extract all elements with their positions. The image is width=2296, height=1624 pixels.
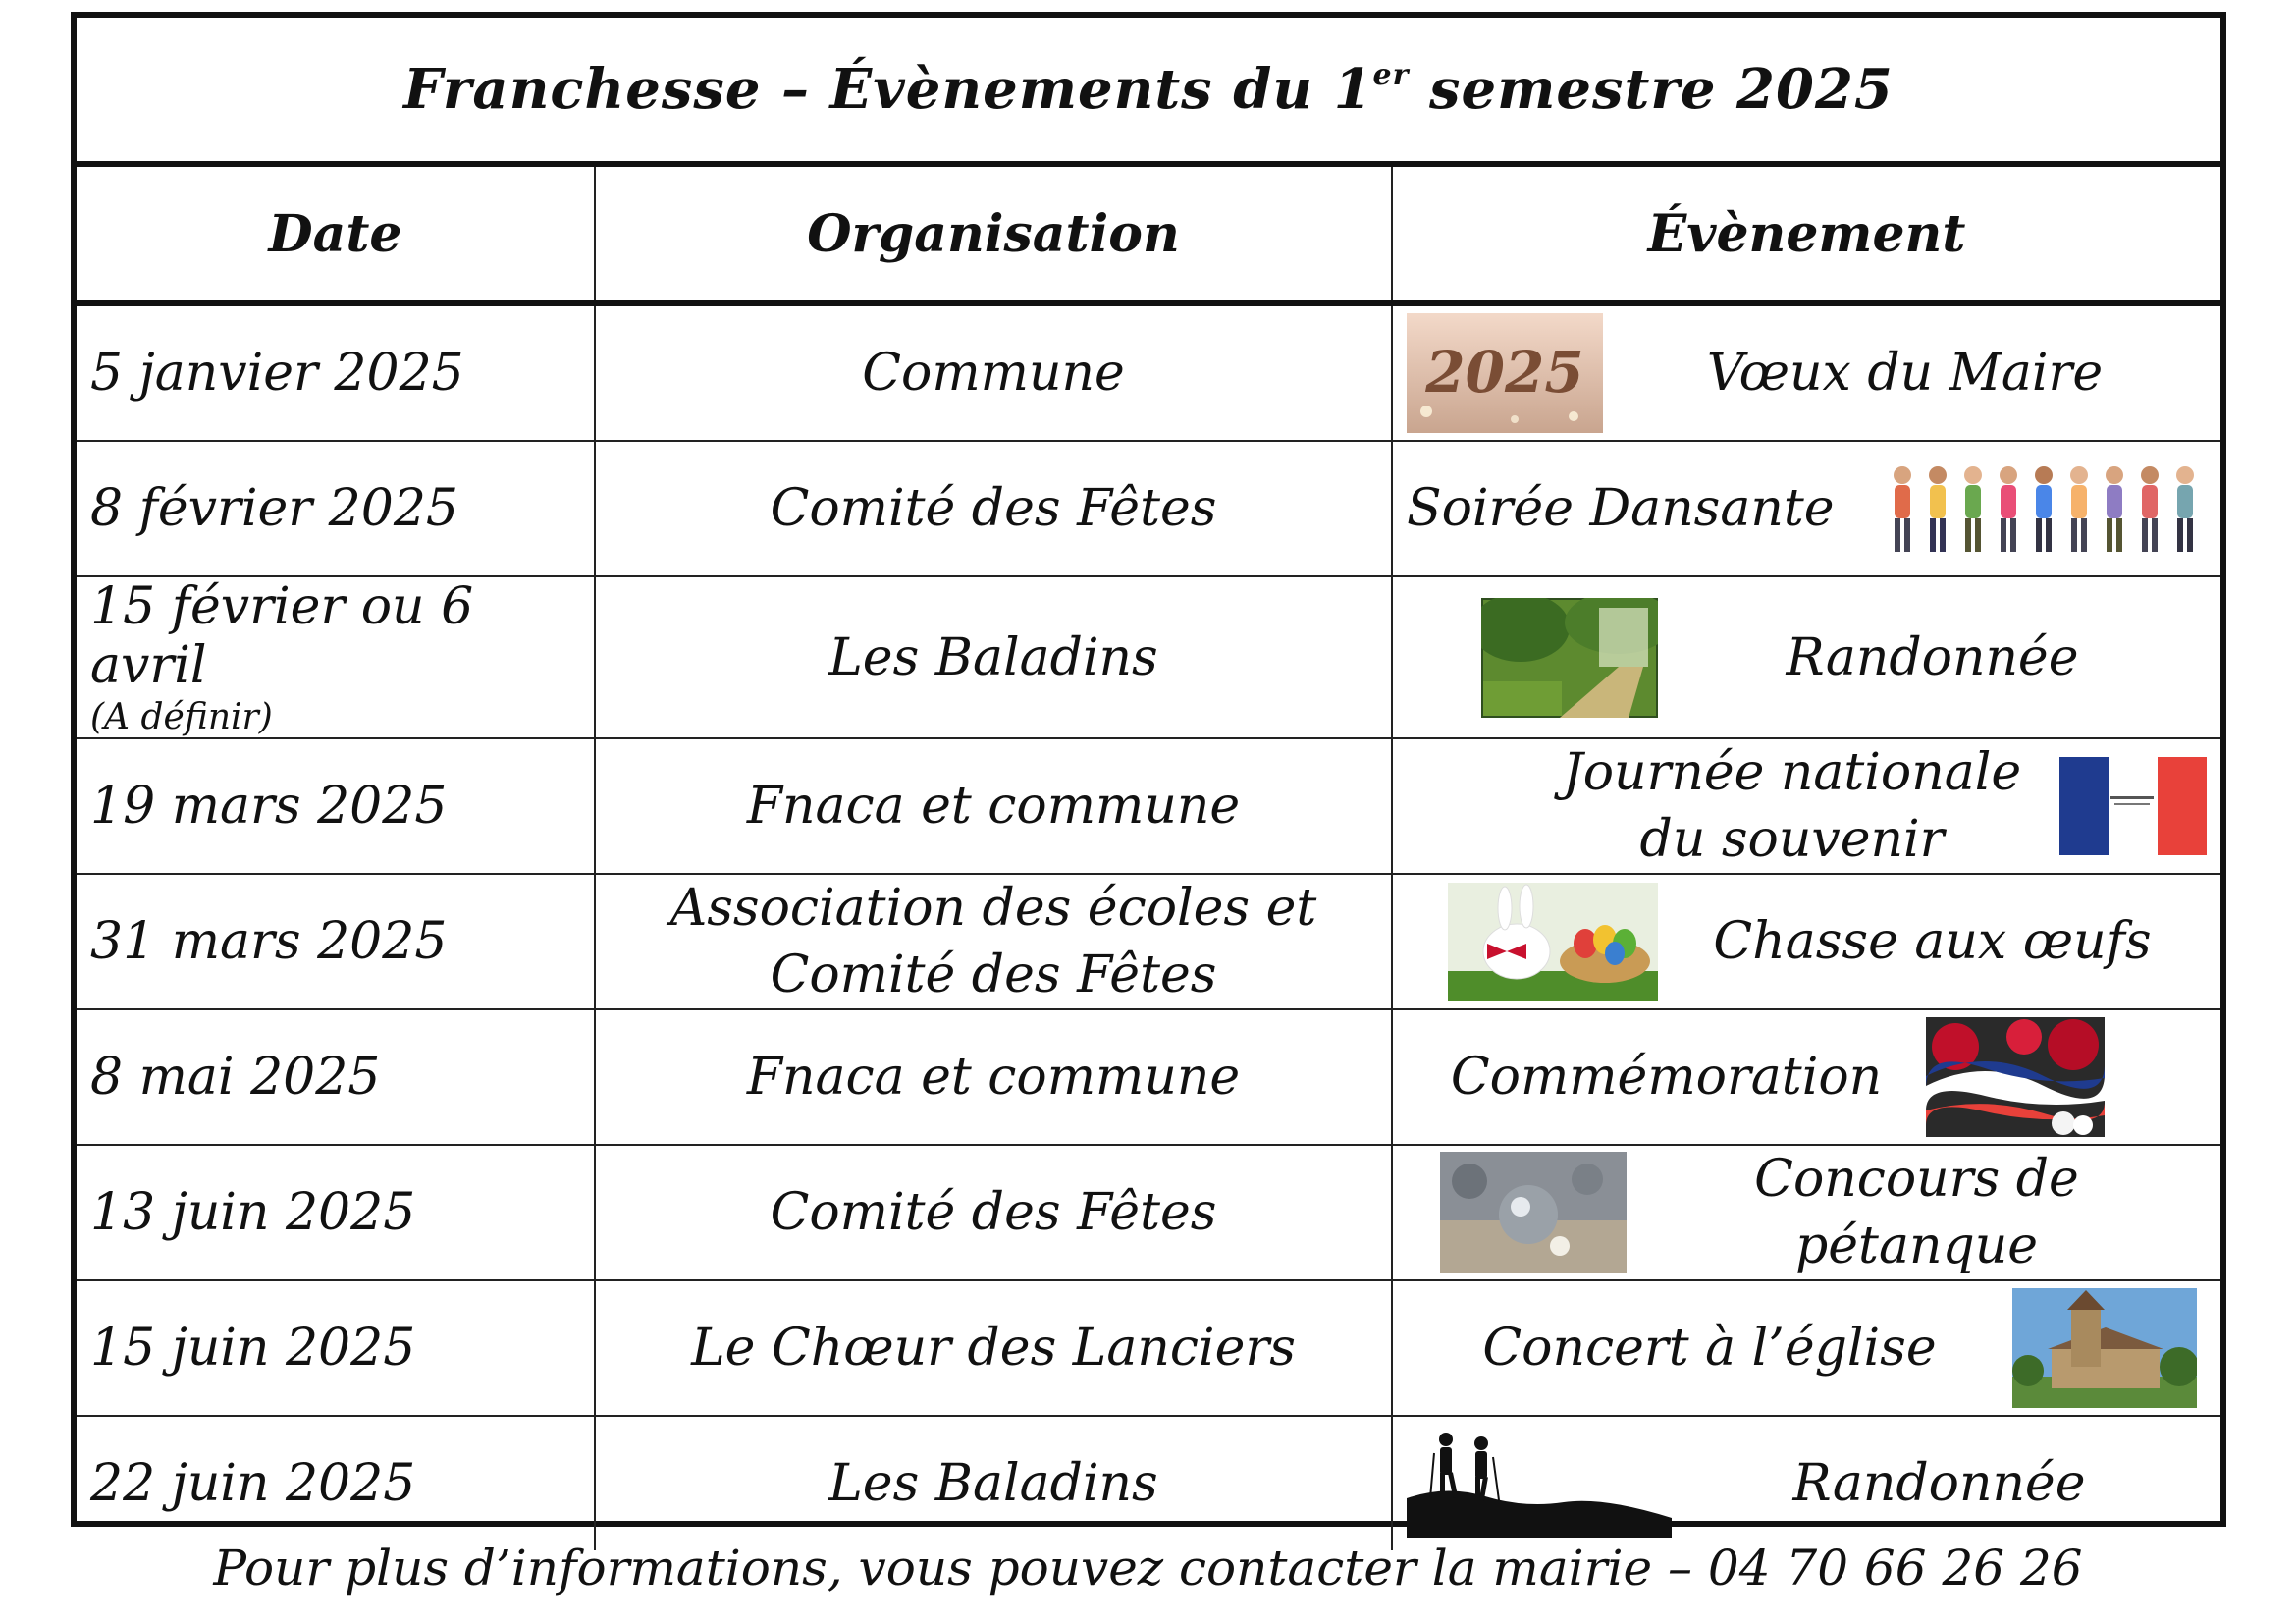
organisation-cell (595, 874, 1392, 1009)
date-cell (77, 1416, 595, 1550)
events-table (77, 167, 2220, 1550)
date-cell (77, 1145, 595, 1280)
date-cell (77, 874, 595, 1009)
header-event: Évènement (1392, 167, 2220, 303)
organisation-cell (595, 738, 1392, 874)
table-row (77, 1145, 2220, 1280)
date-cell (77, 1009, 595, 1145)
date-cell (77, 738, 595, 874)
organisation-cell (595, 303, 1392, 441)
organisation-cell (595, 576, 1392, 738)
event-cell (1392, 1280, 2220, 1416)
event-label: Randonnée (1786, 627, 2079, 687)
header-organisation: Organisation (595, 167, 1392, 303)
organisation-text: Comité des Fêtes (770, 479, 1217, 538)
event-label: Vœux du Maire (1706, 344, 2104, 403)
table-row (77, 1280, 2220, 1416)
title-text: Franchesse – Évènements du 1er semestre 2025 (403, 57, 1894, 122)
organisation-text: Association des écoles et (669, 879, 1317, 938)
date-text: 5 janvier 2025 (90, 344, 464, 403)
organisation-text: Fnaca et commune (746, 777, 1241, 836)
footer-contact: Pour plus d’informations, vous pouvez contacter la mairie – 04 70 66 26 26 (213, 1540, 2083, 1597)
organisation-text: Le Chœur des Lanciers (691, 1319, 1296, 1378)
church-image (2012, 1288, 2197, 1408)
event-cell (1392, 1009, 2220, 1145)
event-cell (1392, 1145, 2220, 1280)
organisation-text: Comité des Fêtes (770, 1183, 1217, 1242)
dancers-image (1883, 461, 2207, 556)
organisation-cell (595, 1009, 1392, 1145)
date-text: 22 juin 2025 (90, 1454, 416, 1513)
svg-text:2025: 2025 (1425, 339, 1584, 406)
event-label: Chasse aux œufs (1713, 912, 2152, 971)
event-cell (1392, 441, 2220, 576)
organisation-cell (595, 1416, 1392, 1550)
table-row (77, 1009, 2220, 1145)
date-text: 8 mai 2025 (90, 1048, 381, 1107)
event-cell (1392, 303, 2220, 441)
organisation-text: Comité des Fêtes (770, 946, 1217, 1004)
organisation-text: Commune (862, 344, 1125, 403)
event-label: Commémoration (1450, 1048, 1883, 1107)
organisation-text: Les Baladins (828, 1454, 1158, 1513)
event-label: Randonnée (1792, 1454, 2086, 1513)
organisation-cell (595, 441, 1392, 576)
table-row (77, 874, 2220, 1009)
event-cell (1392, 874, 2220, 1009)
organisation-text: Les Baladins (828, 627, 1158, 687)
organisation-cell (595, 1280, 1392, 1416)
event-label: Concert à l’église (1482, 1319, 1937, 1378)
date-text: 8 février 2025 (90, 479, 458, 538)
event-label: Concours de pétanque (1754, 1150, 2079, 1275)
organisation-cell (595, 1145, 1392, 1280)
table-row (77, 303, 2220, 441)
2025-sparkle-image (1407, 313, 1603, 433)
organisation-text: Fnaca et commune (746, 1048, 1241, 1107)
table-row (77, 738, 2220, 874)
table-row (77, 576, 2220, 738)
tricolor-flowers-image (1926, 1017, 2105, 1137)
date-cell (77, 441, 595, 576)
table-row (77, 441, 2220, 576)
header-date: Date (77, 167, 595, 303)
page-title (77, 18, 2220, 167)
event-cell (1392, 576, 2220, 738)
event-label: Journée nationale du souvenir (1562, 743, 2022, 869)
date-text: 13 juin 2025 (90, 1183, 416, 1242)
date-text: 19 mars 2025 (90, 777, 448, 836)
date-text: 15 février ou 6 avril (90, 577, 474, 695)
date-note: (A définir) (90, 697, 273, 737)
petanque-balls-image (1440, 1152, 1627, 1273)
date-text: 31 mars 2025 (90, 912, 448, 971)
date-cell (77, 1280, 595, 1416)
french-flag-image (2059, 757, 2207, 855)
event-label: Soirée Dansante (1407, 479, 1835, 538)
date-cell (77, 303, 595, 441)
table-row (77, 1416, 2220, 1550)
table-header-row (77, 167, 2220, 303)
event-cell (1392, 1416, 2220, 1550)
hikers-silhouette-image (1407, 1430, 1672, 1538)
date-cell (77, 576, 595, 738)
events-table-frame (71, 12, 2226, 1527)
date-text: 15 juin 2025 (90, 1319, 416, 1378)
event-cell (1392, 738, 2220, 874)
easter-bunny-image (1448, 883, 1658, 1001)
forest-path-image (1481, 598, 1658, 718)
